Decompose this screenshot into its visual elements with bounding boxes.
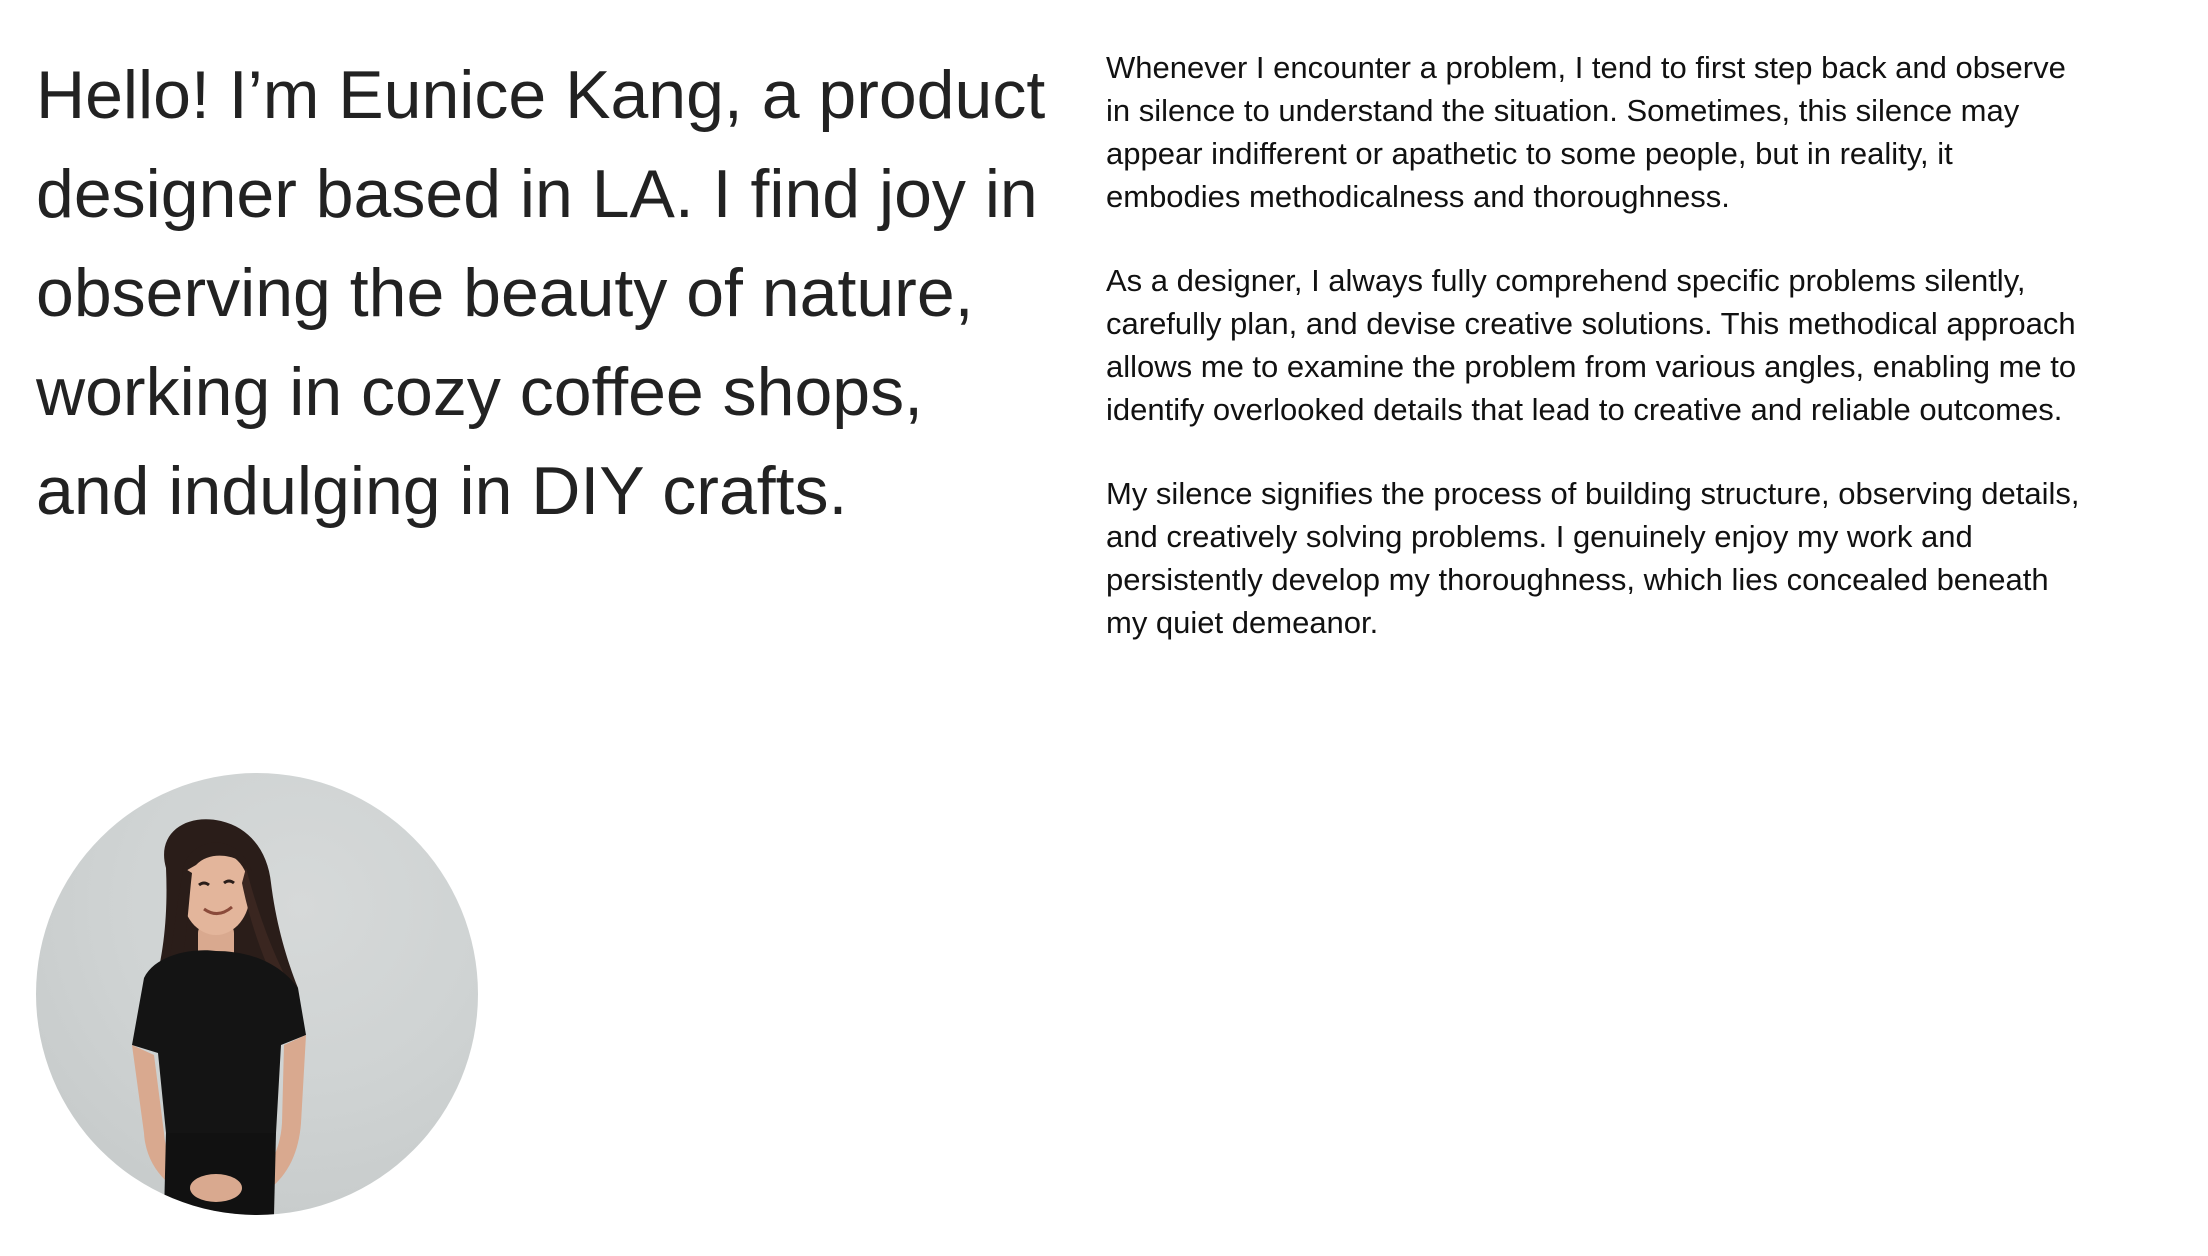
bio-paragraph-3: My silence signifies the process of building structure, observing details, and creatively solving problems. I genuinely enjoy my work and persistently develop my thoroughness, which lies concealed beneath my quiet demeanor.	[1106, 476, 2080, 640]
bio-paragraph-2: As a designer, I always fully comprehend specific problems silently, carefully plan, and devise creative solutions. This methodical approach allows me to examine the problem from various angles, enabling me to identify overlooked details that lead to creative and reliable outcomes.	[1106, 263, 2077, 427]
profile-photo	[36, 773, 478, 1215]
profile-photo-illustration	[36, 773, 478, 1215]
bio-section	[1106, 46, 2086, 685]
bio-paragraph-1: Whenever I encounter a problem, I tend to first step back and observe in silence to understand the situation. Sometimes, this silence may appear indifferent or apathetic to some people, but in reality, it embodies methodicalness and thoroughness.	[1106, 50, 2066, 214]
intro-heading: Hello! I’m Eunice Kang, a product designer based in LA. I find joy in observing the beauty of nature, working in cozy coffee shops, and indulging in DIY crafts.	[36, 57, 1046, 529]
